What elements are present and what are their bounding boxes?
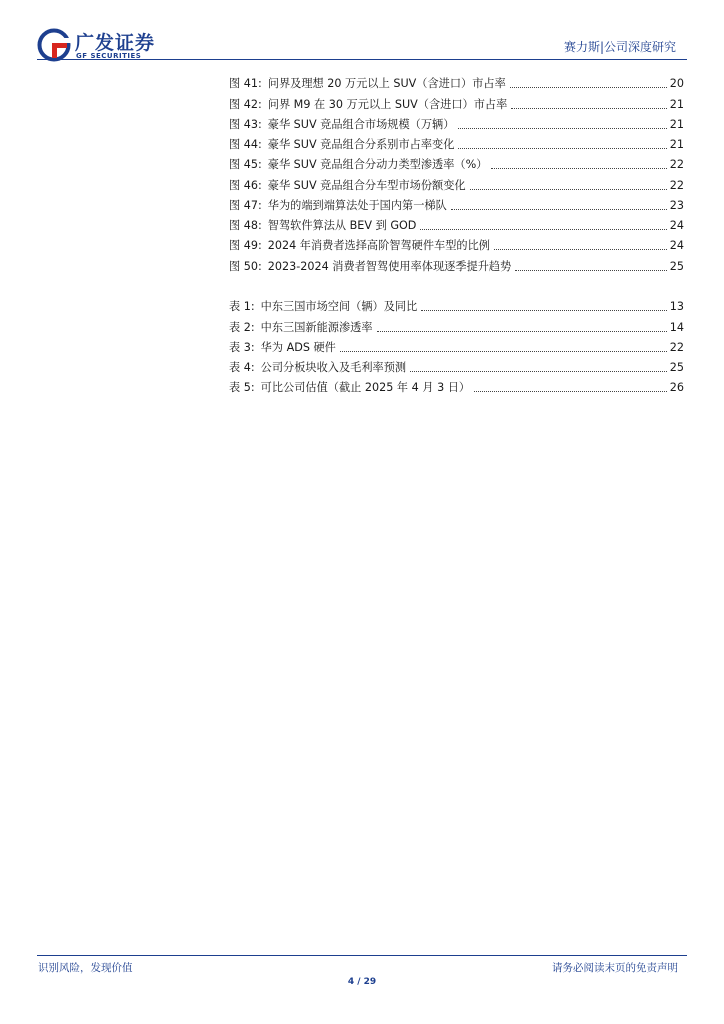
gf-logo-icon: [37, 28, 71, 62]
toc-title: 公司分板块收入及毛利率预测: [260, 361, 407, 374]
toc-page: 25: [669, 259, 684, 273]
figure-index: [229, 71, 684, 274]
table-index: [229, 294, 684, 395]
report-category: 赛力斯|公司深度研究: [563, 40, 676, 54]
toc-label: 表 5:: [229, 381, 255, 395]
toc-leader: [510, 87, 667, 88]
toc-row[interactable]: [229, 314, 684, 334]
toc-leader: [458, 128, 666, 129]
toc-label: 表 1:: [229, 300, 255, 314]
toc-leader: [515, 270, 666, 271]
toc-title: 豪华 SUV 竞品组合分车型市场份额变化: [267, 178, 466, 192]
toc-leader: [511, 108, 666, 109]
toc-page: 24: [669, 219, 684, 232]
toc-page: 21: [669, 97, 684, 111]
toc-leader: [458, 148, 666, 149]
toc-page: 22: [669, 340, 684, 354]
toc-row[interactable]: [229, 294, 684, 314]
toc-page: 21: [669, 138, 684, 151]
header-divider: [37, 59, 687, 60]
toc-row[interactable]: [229, 355, 684, 375]
toc-leader: [420, 229, 666, 230]
toc-row[interactable]: [229, 172, 684, 192]
toc-leader: [451, 209, 667, 210]
toc-row[interactable]: [229, 193, 684, 213]
toc-label: 图 44:: [229, 138, 262, 151]
toc-leader: [340, 351, 667, 352]
toc-title: 华为的端到端算法处于国内第一梯队: [267, 198, 447, 212]
logo-chinese-name: 广发证券: [75, 32, 156, 54]
toc-row[interactable]: [229, 112, 684, 132]
toc-label: 图 41:: [229, 77, 262, 91]
toc-row[interactable]: [229, 253, 684, 273]
toc-page: 21: [669, 117, 684, 131]
toc-page: 14: [669, 320, 684, 334]
toc-label: 图 50:: [229, 259, 262, 273]
toc-page: 26: [669, 381, 684, 395]
toc-leader: [421, 310, 666, 311]
toc-label: 表 4:: [229, 361, 255, 374]
toc-title: 豪华 SUV 竞品组合分动力类型渗透率（%）: [267, 158, 488, 172]
toc-title: 华为 ADS 硬件: [260, 340, 336, 354]
toc-title: 中东三国市场空间（辆）及同比: [260, 300, 418, 314]
toc-row[interactable]: [229, 335, 684, 355]
toc-page: 25: [669, 361, 684, 374]
toc-page: 22: [669, 158, 684, 172]
toc-label: 图 45:: [229, 158, 262, 172]
toc-page: 13: [669, 300, 684, 314]
toc-row[interactable]: [229, 152, 684, 172]
toc-title: 豪华 SUV 竞品组合市场规模（万辆）: [267, 117, 455, 131]
toc-row[interactable]: [229, 71, 684, 91]
toc-page: 20: [669, 77, 684, 91]
toc-title: 问界及理想 20 万元以上 SUV（含进口）市占率: [267, 77, 506, 91]
toc-label: 图 49:: [229, 239, 262, 253]
toc-title: 2024 年消费者选择高阶智驾硬件车型的比例: [267, 239, 490, 253]
toc-label: 表 3:: [229, 340, 255, 354]
toc-label: 图 48:: [229, 219, 262, 232]
toc-leader: [410, 371, 667, 372]
toc-row[interactable]: [229, 213, 684, 233]
toc-row[interactable]: [229, 233, 684, 253]
toc-leader: [470, 189, 667, 190]
footer-divider: [37, 955, 687, 956]
toc-title: 中东三国新能源渗透率: [260, 320, 373, 334]
toc-page: 22: [669, 178, 684, 192]
toc-row[interactable]: [229, 91, 684, 111]
page-number: 4 / 29: [347, 977, 377, 987]
company-logo: [37, 28, 177, 62]
footer-disclaimer: 请务必阅读末页的免责声明: [552, 962, 678, 974]
toc-leader: [474, 391, 667, 392]
toc-label: 图 47:: [229, 198, 262, 212]
toc-label: 图 46:: [229, 178, 262, 192]
toc-row[interactable]: [229, 132, 684, 152]
logo-english-name: GF SECURITIES: [76, 52, 142, 60]
toc-leader: [491, 168, 666, 169]
toc-label: 表 2:: [229, 320, 255, 334]
toc-leader: [377, 331, 667, 332]
footer-slogan: 识别风险，发现价值: [38, 962, 133, 974]
toc-title: 智驾软件算法从 BEV 到 GOD: [267, 219, 417, 232]
toc-title: 2023-2024 消费者智驾使用率体现逐季提升趋势: [267, 259, 512, 273]
toc-title: 可比公司估值（截止 2025 年 4 月 3 日）: [260, 381, 471, 395]
toc-label: 图 42:: [229, 97, 262, 111]
toc-title: 问界 M9 在 30 万元以上 SUV（含进口）市占率: [267, 97, 508, 111]
toc-page: 24: [669, 239, 684, 253]
toc-row[interactable]: [229, 375, 684, 395]
toc-title: 豪华 SUV 竞品组合分系别市占率变化: [267, 138, 455, 151]
toc-label: 图 43:: [229, 117, 262, 131]
toc-page: 23: [669, 198, 684, 212]
toc-leader: [494, 249, 667, 250]
